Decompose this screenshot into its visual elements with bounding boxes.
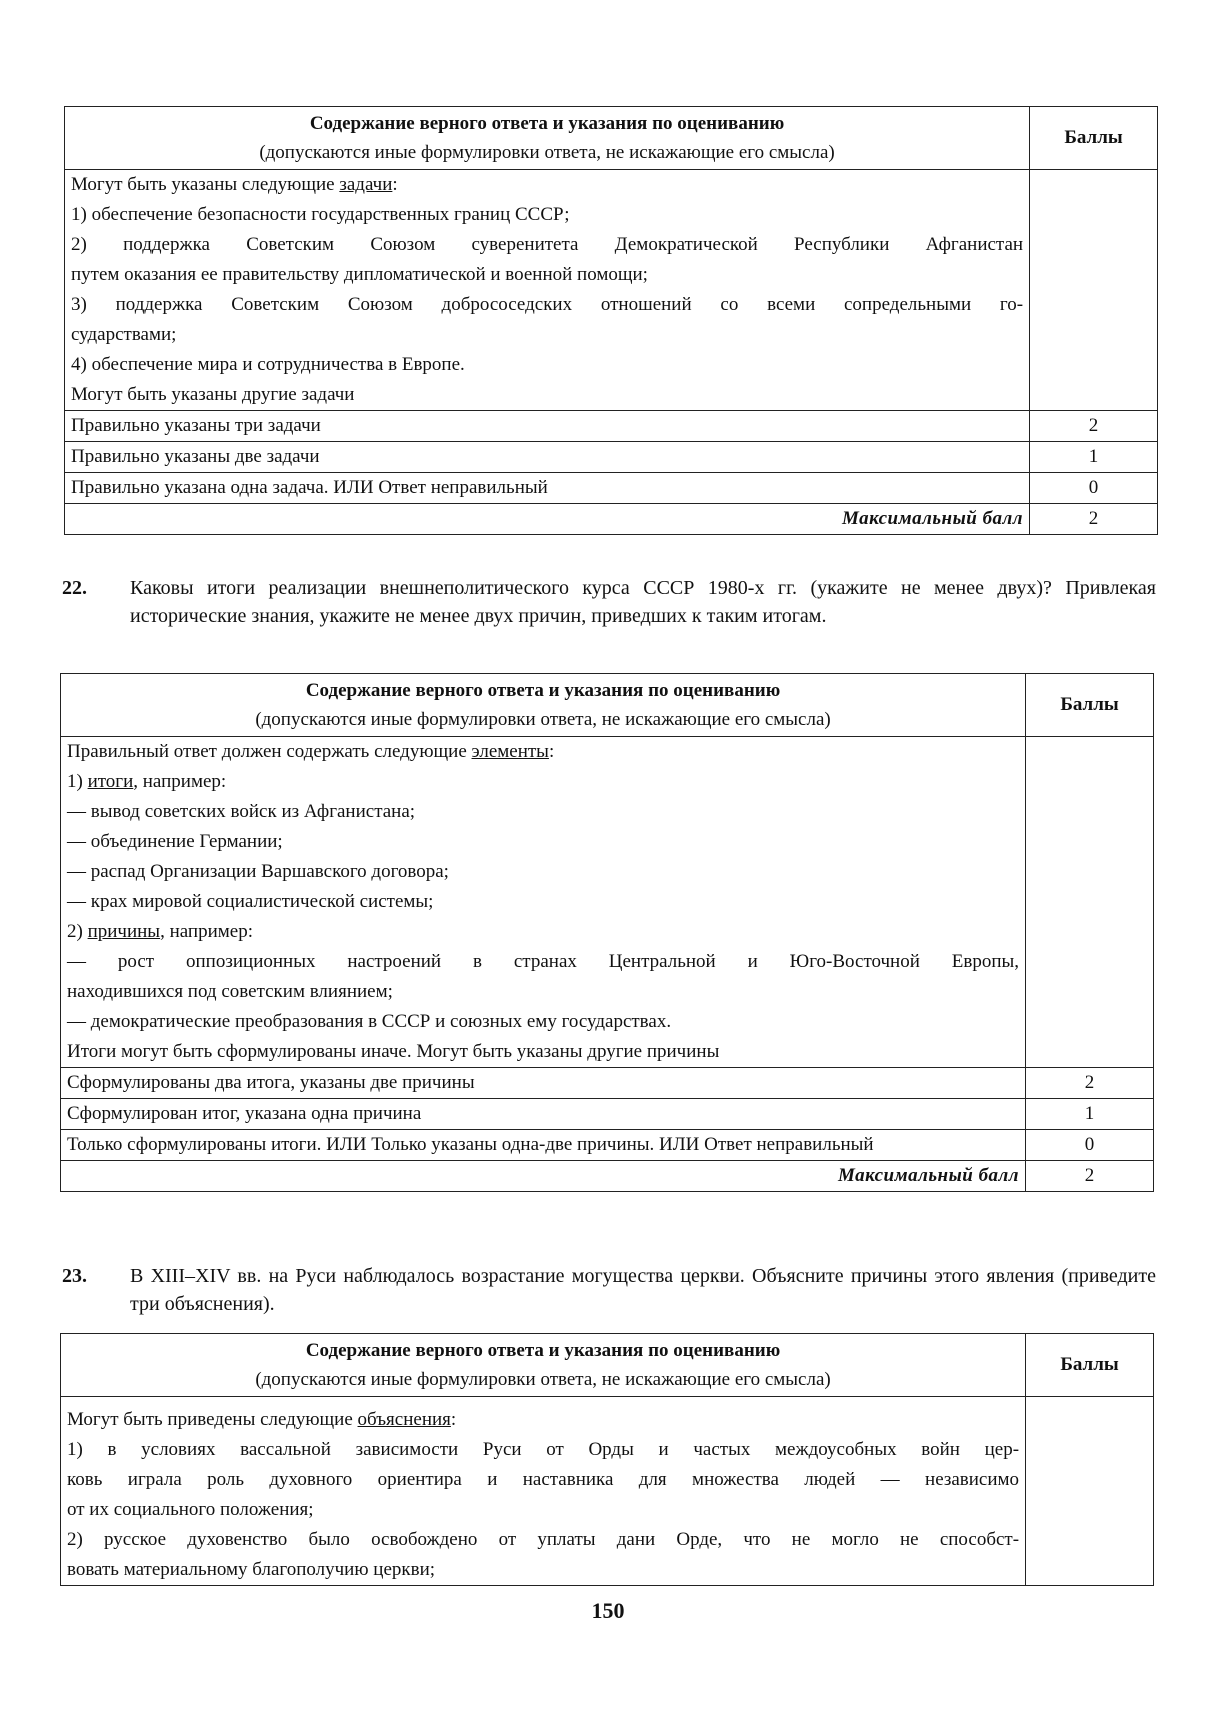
answer-line: 1) в условиях вассальной зависимости Руси от Орды и частых междоусобных войн цер-	[67, 1439, 1020, 1460]
criterion-score: 2	[1030, 411, 1158, 442]
criterion-text: Сформулирован итог, указана одна причина	[61, 1099, 1026, 1130]
page-number: 150	[591, 1598, 625, 1623]
answer-line: от их социального положения;	[67, 1499, 314, 1520]
criterion-score: 2	[1026, 1068, 1154, 1099]
answer-intro: Могут быть приведены следующие объяснения:	[67, 1409, 457, 1430]
answer-content	[61, 737, 1026, 1068]
question-text: Каковы итоги реализации внешнеполитического курса СССР 1980-х гг. (укажите не менее двух)? Привлекая исторические знания, укажите не менее двух причин, приведших к таким итогам.	[130, 577, 1156, 627]
answer-line: 2) русское духовенство было освобождено от уплаты дани Орде, что не могло не способст-	[67, 1529, 1020, 1550]
answer-line: 4) обеспечение мира и сотрудничества в Европе.	[71, 354, 465, 375]
points-header: Баллы	[1030, 107, 1158, 170]
answer-line: — объединение Германии;	[67, 831, 283, 852]
table-header: Содержание верного ответа и указания по оцениванию (допускаются иные формулировки ответа, не искажающие его смысла)	[65, 107, 1030, 170]
criterion-text: Только сформулированы итоги. ИЛИ Только указаны одна-две причины. ИЛИ Ответ неправильный	[61, 1130, 1026, 1161]
answer-line: Могут быть указаны другие задачи	[71, 384, 355, 405]
grading-table-21	[64, 106, 1158, 535]
answer-line: Итоги могут быть сформулированы иначе. Могут быть указаны другие причины	[67, 1041, 720, 1062]
question-22	[62, 574, 1156, 630]
points-header: Баллы	[1026, 674, 1154, 737]
answer-line: вовать материальному благополучию церкви;	[67, 1559, 436, 1580]
answer-content-row	[61, 737, 1154, 1068]
answer-line: ковь играла роль духовного ориентира и наставника для множества людей — независимо	[67, 1469, 1020, 1490]
answer-line: — распад Организации Варшавского договора;	[67, 861, 449, 882]
criterion-text: Правильно указаны три задачи	[65, 411, 1030, 442]
criterion-row	[61, 1068, 1154, 1099]
answer-item: 2) причины, например:	[67, 921, 253, 942]
question-text: В XIII–XIV вв. на Руси наблюдалось возрастание могущества церкви. Объясните причины этого явления (приведите три объяснения).	[130, 1265, 1156, 1315]
answer-line: 1) обеспечение безопасности государственных границ СССР;	[71, 204, 570, 225]
criterion-row	[61, 1099, 1154, 1130]
answer-line: 3) поддержка Советским Союзом добрососедских отношений со всеми сопредельными го-	[71, 294, 1024, 315]
answer-line: сударствами;	[71, 324, 177, 345]
grading-table-22	[60, 673, 1154, 1192]
max-score-row	[65, 504, 1158, 535]
answer-line: путем оказания ее правительству дипломатической и военной помощи;	[71, 264, 648, 285]
criterion-row	[65, 473, 1158, 504]
answer-line: — крах мировой социалистической системы;	[67, 891, 434, 912]
max-score-value: 2	[1026, 1161, 1154, 1192]
max-score-label: Максимальный балл	[65, 504, 1030, 535]
grading-table-23	[60, 1333, 1154, 1586]
max-score-row	[61, 1161, 1154, 1192]
table-header: Содержание верного ответа и указания по оцениванию (допускаются иные формулировки ответа, не искажающие его смысла)	[61, 674, 1026, 737]
answer-content-row	[61, 1397, 1154, 1586]
criterion-row	[65, 442, 1158, 473]
answer-content	[61, 1397, 1026, 1586]
criterion-row	[61, 1130, 1154, 1161]
answer-line: — демократические преобразования в СССР и союзных ему государствах.	[67, 1011, 672, 1032]
table-header: Содержание верного ответа и указания по оцениванию (допускаются иные формулировки ответа, не искажающие его смысла)	[61, 1334, 1026, 1397]
answer-content	[65, 170, 1030, 411]
answer-line: — вывод советских войск из Афганистана;	[67, 801, 416, 822]
answer-intro: Могут быть указаны следующие задачи:	[71, 174, 398, 195]
question-number: 22.	[62, 577, 87, 599]
max-score-label: Максимальный балл	[61, 1161, 1026, 1192]
answer-line: находившихся под советским влиянием;	[67, 981, 393, 1002]
criterion-score: 1	[1026, 1099, 1154, 1130]
criterion-row	[65, 411, 1158, 442]
answer-intro: Правильный ответ должен содержать следующие элементы:	[67, 741, 555, 762]
criterion-text: Сформулированы два итога, указаны две причины	[61, 1068, 1026, 1099]
answer-line: 2) поддержка Советским Союзом суверенитета Демократической Республики Афганистан	[71, 234, 1024, 255]
answer-item: 1) итоги, например:	[67, 771, 227, 792]
question-number: 23.	[62, 1265, 87, 1287]
answer-content-row	[65, 170, 1158, 411]
criterion-text: Правильно указаны две задачи	[65, 442, 1030, 473]
criterion-score: 1	[1030, 442, 1158, 473]
max-score-value: 2	[1030, 504, 1158, 535]
points-header: Баллы	[1026, 1334, 1154, 1397]
criterion-score: 0	[1026, 1130, 1154, 1161]
criterion-score: 0	[1030, 473, 1158, 504]
answer-line: — рост оппозиционных настроений в странах Центральной и Юго-Восточной Европы,	[67, 951, 1020, 972]
criterion-text: Правильно указана одна задача. ИЛИ Ответ неправильный	[65, 473, 1030, 504]
question-23	[62, 1262, 1156, 1318]
